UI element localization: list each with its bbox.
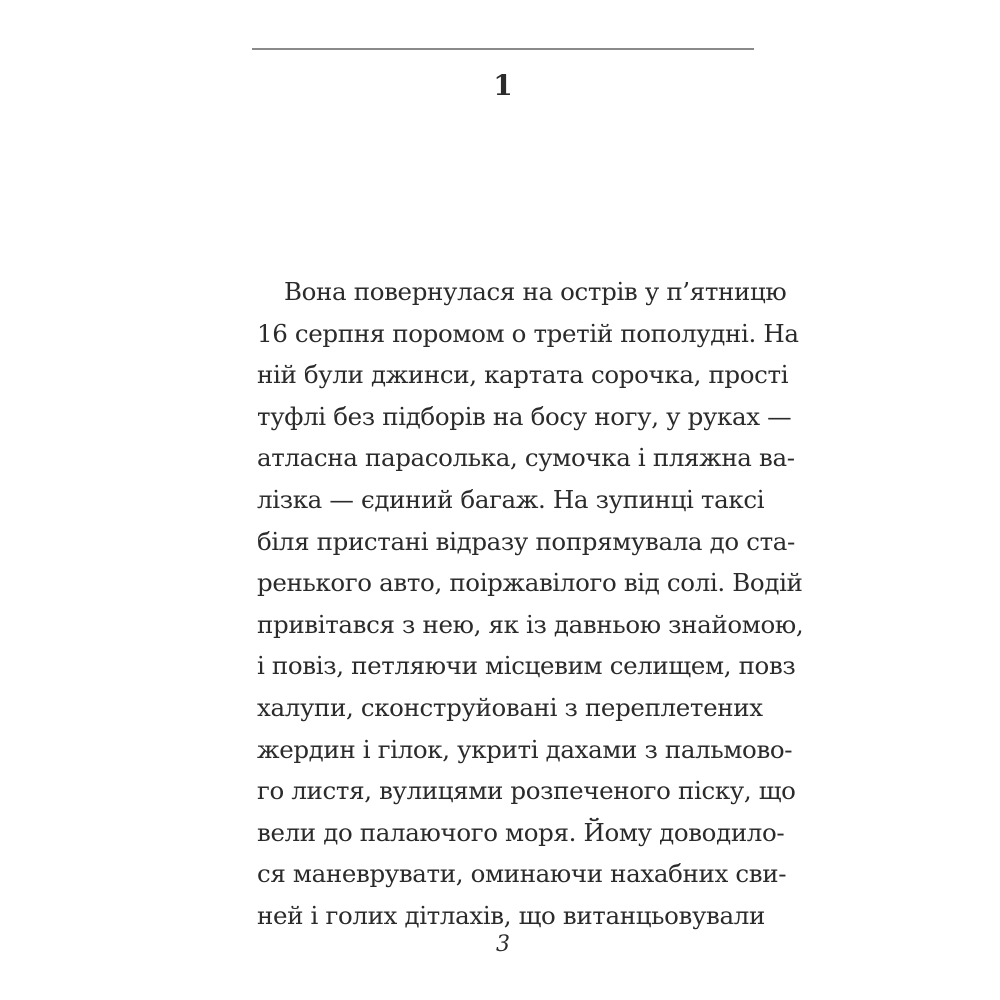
body-line: туфлі без підборів на босу ногу, у руках — bbox=[257, 401, 792, 431]
body-line: ней і голих дітлахів, що витанцьовували bbox=[257, 900, 765, 930]
body-line: і повіз, петляючи місцевим селищем, повз bbox=[257, 651, 796, 681]
body-line: привітався з нею, як із давньою знайомою, bbox=[257, 609, 804, 639]
body-line: халупи, сконструйовані з переплетених bbox=[257, 692, 763, 722]
body-line: ній були джинси, картата сорочка, прості bbox=[257, 360, 789, 390]
body-line: жердин і гілок, укриті дахами з пальмово- bbox=[257, 734, 793, 764]
page-number: 3 bbox=[496, 932, 510, 957]
body-line: лізка — єдиний багаж. На зупинці таксі bbox=[257, 484, 765, 514]
chapter-number: 1 bbox=[493, 69, 513, 102]
body-line: атласна парасолька, сумочка і пляжна ва- bbox=[257, 443, 795, 473]
body-line: ренького авто, поіржавілого від солі. Водій bbox=[257, 568, 803, 598]
body-line: Вона повернулася на острів у п’ятницю bbox=[284, 277, 787, 306]
body-line: вели до палаючого моря. Йому доводило- bbox=[257, 817, 785, 847]
body-line: біля пристані відразу попрямувала до ста- bbox=[257, 526, 795, 556]
body-line: го листя, вулицями розпеченого піску, що bbox=[257, 776, 796, 806]
body-line: 16 серпня поромом о третій пополудні. На bbox=[257, 318, 799, 348]
top-rule bbox=[252, 48, 754, 50]
body-line: ся маневрувати, оминаючи нахабних сви- bbox=[257, 859, 787, 889]
body-text bbox=[257, 271, 804, 937]
